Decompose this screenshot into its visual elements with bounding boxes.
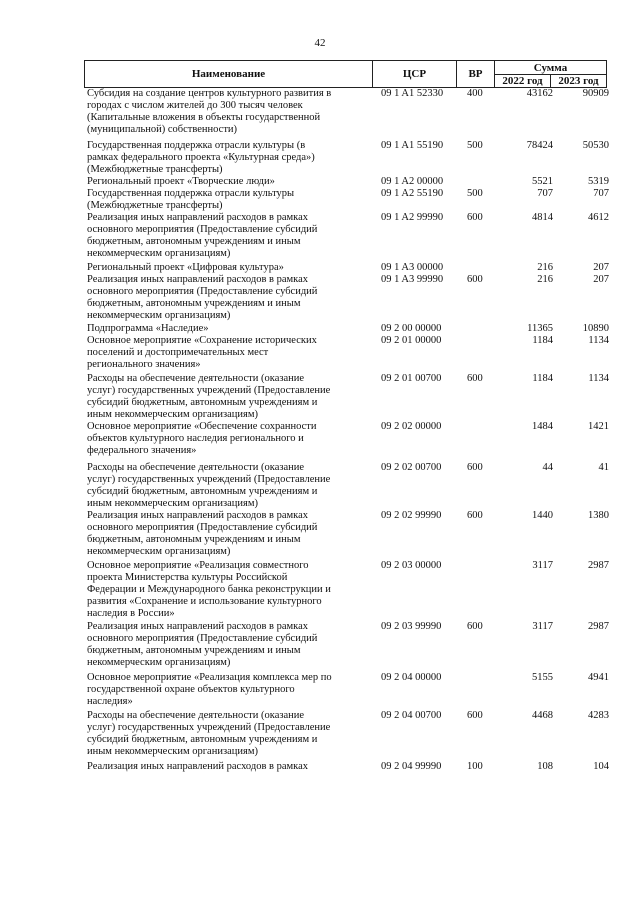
row-name: Субсидия на создание центров культурного развития в городах с числом жителей до 300 тысяч человек (Капитальные вложения в объекты государственной (муниципальной) собственности) — [87, 88, 332, 135]
row-csr: 09 2 03 00000 — [381, 560, 442, 571]
row-sum-2023: 4283 — [588, 710, 609, 721]
table-row — [87, 262, 607, 274]
table-body — [87, 88, 607, 773]
row-sum-2022: 1184 — [532, 373, 553, 384]
row-csr: 09 2 04 99990 — [381, 761, 442, 772]
header-name: Наименование — [85, 61, 373, 88]
row-name: Реализация иных направлений расходов в рамках — [87, 761, 309, 772]
row-name: Реализация иных направлений расходов в рамках основного мероприятия (Предоставление субсидий бюджетным, автономным учреждениям и иным некоммерческим организациям) — [87, 274, 318, 321]
row-csr: 09 1 A3 99990 — [381, 274, 444, 285]
table-header — [84, 60, 607, 88]
row-csr: 09 2 02 00000 — [381, 421, 442, 432]
table-row — [87, 672, 607, 708]
row-csr: 09 1 A2 00000 — [381, 176, 444, 187]
table-row — [87, 176, 607, 188]
row-csr: 09 2 01 00700 — [381, 373, 442, 384]
row-name: Расходы на обеспечение деятельности (оказание услуг) государственных учреждений (Предоставление субсидий бюджетным, автономным учреждениям и иным некоммерческим организациям) — [87, 710, 331, 757]
row-sum-2022: 1440 — [532, 510, 553, 521]
row-csr: 09 2 03 99990 — [381, 621, 442, 632]
row-sum-2022: 78424 — [526, 140, 553, 151]
table-row — [87, 421, 607, 457]
row-sum-2022: 216 — [537, 262, 553, 273]
table-row — [87, 621, 607, 669]
row-vr: 600 — [467, 462, 483, 473]
row-sum-2023: 5319 — [588, 176, 609, 187]
table-row — [87, 373, 607, 421]
row-sum-2022: 3117 — [532, 621, 553, 632]
row-sum-2023: 2987 — [588, 621, 609, 632]
row-sum-2022: 4814 — [532, 212, 553, 223]
row-sum-2022: 5521 — [532, 176, 553, 187]
row-vr: 600 — [467, 621, 483, 632]
row-sum-2023: 50530 — [582, 140, 609, 151]
row-sum-2022: 4468 — [532, 710, 553, 721]
page-number: 42 — [314, 37, 326, 49]
row-name: Реализация иных направлений расходов в рамках основного мероприятия (Предоставление субсидий бюджетным, автономным учреждениям и иным некоммерческим организациям) — [87, 510, 318, 557]
row-sum-2022: 44 — [542, 462, 553, 473]
table-row — [87, 140, 607, 176]
row-sum-2022: 11365 — [527, 323, 553, 334]
table-row — [87, 335, 607, 371]
row-vr: 400 — [467, 88, 483, 99]
row-vr: 600 — [467, 510, 483, 521]
row-sum-2022: 5155 — [532, 672, 553, 683]
header-year-2023: 2023 год — [551, 75, 607, 88]
row-csr: 09 1 A1 52330 — [381, 88, 444, 99]
row-sum-2023: 90909 — [582, 88, 609, 99]
row-sum-2023: 2987 — [588, 560, 609, 571]
table-row — [87, 323, 607, 335]
table-row — [87, 510, 607, 558]
row-csr: 09 1 A2 55190 — [381, 188, 444, 199]
row-csr: 09 2 00 00000 — [381, 323, 442, 334]
row-sum-2022: 1484 — [532, 421, 553, 432]
row-sum-2023: 41 — [598, 462, 609, 473]
row-vr: 600 — [467, 212, 483, 223]
row-sum-2022: 707 — [537, 188, 553, 199]
row-sum-2023: 1134 — [588, 335, 609, 346]
table-row — [87, 761, 607, 773]
table-row — [87, 710, 607, 758]
row-csr: 09 1 A1 55190 — [381, 140, 444, 151]
row-name: Реализация иных направлений расходов в рамках основного мероприятия (Предоставление субсидий бюджетным, автономным учреждениям и иным некоммерческим организациям) — [87, 212, 318, 259]
row-vr: 600 — [467, 274, 483, 285]
row-sum-2023: 4941 — [588, 672, 609, 683]
row-sum-2023: 1134 — [588, 373, 609, 384]
row-vr: 600 — [467, 373, 483, 384]
header-vr: ВР — [457, 61, 495, 88]
row-vr: 100 — [467, 761, 483, 772]
row-name: Реализация иных направлений расходов в рамках основного мероприятия (Предоставление субсидий бюджетным, автономным учреждениям и иным некоммерческим организациям) — [87, 621, 318, 668]
row-sum-2022: 108 — [537, 761, 553, 772]
row-sum-2022: 43162 — [526, 88, 553, 99]
row-csr: 09 2 02 99990 — [381, 510, 442, 521]
row-name: Основное мероприятие «Реализация совместного проекта Министерства культуры Российской Федерации и Международного банка реконструкции и развития «Сохранение и использование культурного наследия в России» — [87, 560, 331, 619]
row-sum-2023: 707 — [593, 188, 609, 199]
row-csr: 09 1 A2 99990 — [381, 212, 444, 223]
row-sum-2023: 1421 — [588, 421, 609, 432]
row-name: Основное мероприятие «Реализация комплекса мер по государственной охране объектов культурного наследия» — [87, 672, 332, 707]
table-row — [87, 462, 607, 510]
row-sum-2022: 1184 — [532, 335, 553, 346]
row-csr: 09 2 04 00700 — [381, 710, 442, 721]
row-name: Основное мероприятие «Сохранение исторических поселений и достопримечательных мест регионального значения» — [87, 335, 317, 370]
row-sum-2023: 10890 — [582, 323, 609, 334]
row-name: Основное мероприятие «Обеспечение сохранности объектов культурного наследия регионального и федерального значения» — [87, 421, 317, 456]
table-row — [87, 188, 607, 212]
table-row — [87, 212, 607, 260]
table-row — [87, 274, 607, 322]
table-row — [87, 88, 607, 136]
row-sum-2023: 4612 — [588, 212, 609, 223]
row-name: Подпрограмма «Наследие» — [87, 323, 209, 334]
row-name: Расходы на обеспечение деятельности (оказание услуг) государственных учреждений (Предоставление субсидий бюджетным, автономным учреждениям и иным некоммерческим организациям) — [87, 373, 331, 420]
row-name: Государственная поддержка отрасли культуры (в рамках федерального проекта «Культурная среда») (Межбюджетные трансферты) — [87, 140, 315, 175]
row-name: Региональный проект «Творческие люди» — [87, 176, 275, 187]
row-vr: 600 — [467, 710, 483, 721]
row-sum-2023: 207 — [593, 274, 609, 285]
row-csr: 09 2 02 00700 — [381, 462, 442, 473]
header-year-2022: 2022 год — [495, 75, 551, 88]
row-sum-2023: 104 — [593, 761, 609, 772]
header-csr: ЦСР — [373, 61, 457, 88]
row-sum-2023: 207 — [593, 262, 609, 273]
row-csr: 09 1 A3 00000 — [381, 262, 444, 273]
row-csr: 09 2 04 00000 — [381, 672, 442, 683]
row-name: Региональный проект «Цифровая культура» — [87, 262, 284, 273]
row-sum-2023: 1380 — [588, 510, 609, 521]
row-csr: 09 2 01 00000 — [381, 335, 442, 346]
row-vr: 500 — [467, 140, 483, 151]
row-sum-2022: 3117 — [532, 560, 553, 571]
row-name: Расходы на обеспечение деятельности (оказание услуг) государственных учреждений (Предоставление субсидий бюджетным, автономным учреждениям и иным некоммерческим организациям) — [87, 462, 331, 509]
row-sum-2022: 216 — [537, 274, 553, 285]
table-row — [87, 560, 607, 620]
header-sum: Сумма — [495, 61, 607, 75]
row-vr: 500 — [467, 188, 483, 199]
row-name: Государственная поддержка отрасли культуры (Межбюджетные трансферты) — [87, 188, 295, 211]
